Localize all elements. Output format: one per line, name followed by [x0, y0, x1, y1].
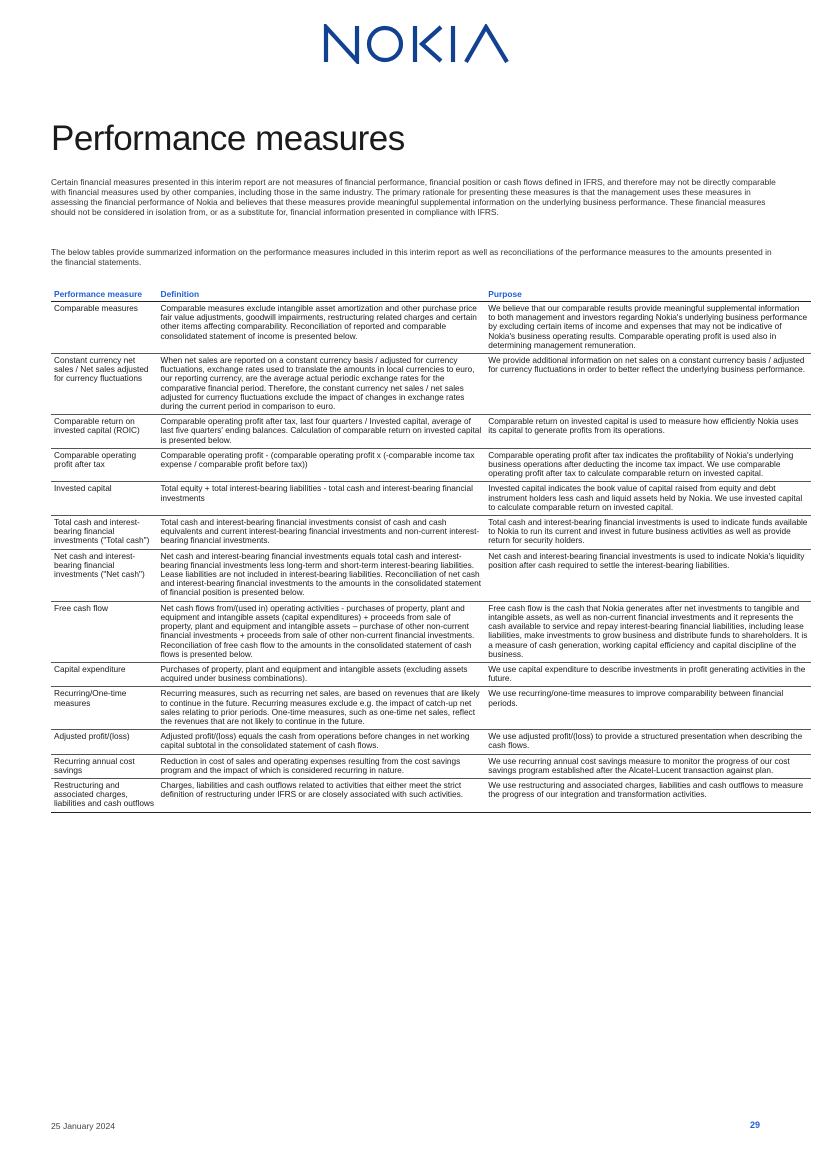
- purpose-cell: Invested capital indicates the book value of capital raised from equity and debt instrument holders less cash and liquid assets held by Nokia. We use invested capital to calculate comparable return on invested capital.: [485, 482, 811, 516]
- measure-cell: Invested capital: [51, 482, 158, 516]
- definition-cell: Reduction in cost of sales and operating expenses resulting from the cost savings program and the impact of which is considered recurring in nature.: [158, 754, 486, 778]
- table-row: [51, 549, 811, 601]
- purpose-cell: We use recurring/one-time measures to improve comparability between financial periods.: [485, 687, 811, 730]
- page-title: Performance measures: [51, 119, 405, 158]
- table-row: [51, 482, 811, 516]
- table-row: [51, 448, 811, 482]
- definition-cell: When net sales are reported on a constant currency basis / adjusted for currency fluctuations, exchange rates used to translate the amounts in local currencies to euro, our reporting currency, are the average actual periodic exchange rates for the comparative financial period. Therefore, the constant currency net sales / net sales adjusted for currency fluctuations exclude the impact of changes in exchange rates during the current period in comparison to euro.: [158, 354, 486, 415]
- purpose-cell: We use capital expenditure to describe investments in profit generating activities in the future.: [485, 662, 811, 686]
- definition-cell: Adjusted profit/(loss) equals the cash from operations before changes in net working capital subtotal in the consolidated statement of cash flows.: [158, 730, 486, 754]
- purpose-cell: Comparable return on invested capital is used to measure how efficiently Nokia uses its capital to generate profits from its operations.: [485, 415, 811, 449]
- definition-cell: Total equity + total interest-bearing liabilities - total cash and interest-bearing financial investments: [158, 482, 486, 516]
- purpose-cell: We use recurring annual cost savings measure to monitor the progress of our cost savings program established after the Alcatel-Lucent transaction against plan.: [485, 754, 811, 778]
- definition-cell: Net cash flows from/(used in) operating activities - purchases of property, plant and equipment and intangible assets (capital expenditures) + proceeds from sale of property, plant and equipment and intangible assets – purchase of other non-current financial investments + proceeds from sale of other non-current financial investments. Reconciliation of free cash flow to the amounts in the consolidated statement of cash flows is presented below.: [158, 601, 486, 662]
- intro-paragraph-2: The below tables provide summarized information on the performance measures included in this interim report as well as reconciliations of the performance measures to the amounts presented in the financial statements.: [51, 247, 772, 267]
- measure-cell: Capital expenditure: [51, 662, 158, 686]
- table-row: [51, 687, 811, 730]
- purpose-cell: We believe that our comparable results provide meaningful supplemental information to both management and investors regarding Nokia's underlying business performance by excluding certain items of income and expenses that may not be indicative of Nokia's business operating results. Comparable operating profit is used also in determining management remuneration.: [485, 302, 811, 354]
- table-row: [51, 354, 811, 415]
- table-row: [51, 754, 811, 778]
- table-row: [51, 302, 811, 354]
- footer-date: 25 January 2024: [51, 1121, 116, 1131]
- page-number: 29: [750, 1120, 761, 1130]
- measure-cell: Constant currency net sales / Net sales adjusted for currency fluctuations: [51, 354, 158, 415]
- table-row: [51, 662, 811, 686]
- table-header-row: [51, 286, 811, 302]
- table-row: [51, 601, 811, 662]
- measure-cell: Comparable operating profit after tax: [51, 448, 158, 482]
- table-row: [51, 516, 811, 550]
- measure-cell: Recurring annual cost savings: [51, 754, 158, 778]
- table-row: [51, 415, 811, 449]
- definition-cell: Recurring measures, such as recurring net sales, are based on revenues that are likely to continue in the future. Recurring measures exclude e.g. the impact of catch-up net sales relating to prior periods. One-time measures, such as one-time net sales, reflect the revenues that are not likely to continue in the future.: [158, 687, 486, 730]
- definition-cell: Total cash and interest-bearing financial investments consist of cash and cash equivalents and current interest-bearing financial investments and non-current interest-bearing financial investments.: [158, 516, 486, 550]
- performance-measures-table: [51, 286, 811, 813]
- definition-cell: Charges, liabilities and cash outflows related to activities that either meet the strict definition of restructuring under IFRS or are closely associated with such activities.: [158, 778, 486, 812]
- table-row: [51, 730, 811, 754]
- purpose-cell: We use adjusted profit/(loss) to provide a structured presentation when describing the cash flows.: [485, 730, 811, 754]
- measure-cell: Comparable measures: [51, 302, 158, 354]
- intro-paragraph-1: Certain financial measures presented in this interim report are not measures of financial performance, financial position or cash flows defined in IFRS, and therefore may not be directly comparable with financial measures used by other companies, including those in the same industry. The primary rationale for presenting these measures is that the management uses these measures in assessing the financial performance of Nokia and believes that these measures provide meaningful supplemental information on the underlying business performance. These financial measures should not be considered in isolation from, or as a substitute for, financial information presented in compliance with IFRS.: [51, 177, 776, 217]
- definition-cell: Comparable measures exclude intangible asset amortization and other purchase price fair value adjustments, goodwill impairments, restructuring related charges and certain other items affecting comparability. Reconciliation of reported and comparable consolidated statement of income is presented below.: [158, 302, 486, 354]
- purpose-cell: Net cash and interest-bearing financial investments is used to indicate Nokia's liquidity position after cash required to settle the interest-bearing liabilities.: [485, 549, 811, 601]
- purpose-cell: Comparable operating profit after tax indicates the profitability of Nokia's underlying business operations after deducting the income tax impact. We use comparable operating profit after tax to calculate comparable return on invested capital.: [485, 448, 811, 482]
- measure-cell: Net cash and interest-bearing financial investments ("Net cash"): [51, 549, 158, 601]
- nokia-logo-mark: [323, 24, 511, 64]
- measure-cell: Restructuring and associated charges, liabilities and cash outflows: [51, 778, 158, 812]
- measure-cell: Recurring/One-time measures: [51, 687, 158, 730]
- header-purpose: Purpose: [485, 286, 811, 302]
- measure-cell: Comparable return on invested capital (ROIC): [51, 415, 158, 449]
- nokia-logo: [323, 24, 511, 64]
- measure-cell: Adjusted profit/(loss): [51, 730, 158, 754]
- purpose-cell: We use restructuring and associated charges, liabilities and cash outflows to measure the progress of our integration and transformation activities.: [485, 778, 811, 812]
- purpose-cell: Free cash flow is the cash that Nokia generates after net investments to tangible and intangible assets, as well as non-current financial investments and it represents the cash available to service and repay interest-bearing financial liabilities, including lease liabilities, make investments to grow business and distribute funds to shareholders. It is a measure of cash generation, working capital efficiency and capital discipline of the business.: [485, 601, 811, 662]
- header-performance-measure: Performance measure: [51, 286, 158, 302]
- definition-cell: Comparable operating profit after tax, last four quarters / Invested capital, average of last five quarters' ending balances. Calculation of comparable return on invested capital is presented below.: [158, 415, 486, 449]
- measure-cell: Free cash flow: [51, 601, 158, 662]
- definition-cell: Purchases of property, plant and equipment and intangible assets (excluding assets acquired under business combinations).: [158, 662, 486, 686]
- purpose-cell: We provide additional information on net sales on a constant currency basis / adjusted for currency fluctuations in order to better reflect the underlying business performance.: [485, 354, 811, 415]
- definition-cell: Net cash and interest-bearing financial investments equals total cash and interest-bearing financial investments less long-term and short-term interest-bearing liabilities. Lease liabilities are not included in interest-bearing liabilities. Reconciliation of net cash and interest-bearing financial investments to the amounts in the consolidated statement of financial position is presented below.: [158, 549, 486, 601]
- measure-cell: Total cash and interest-bearing financial investments ("Total cash"): [51, 516, 158, 550]
- table-row: [51, 778, 811, 812]
- header-definition: Definition: [158, 286, 486, 302]
- purpose-cell: Total cash and interest-bearing financial investments is used to indicate funds available to Nokia to run its current and invest in future business activities as well as provide return for security holders.: [485, 516, 811, 550]
- definition-cell: Comparable operating profit - (comparable operating profit x (-comparable income tax expense / comparable profit before tax)): [158, 448, 486, 482]
